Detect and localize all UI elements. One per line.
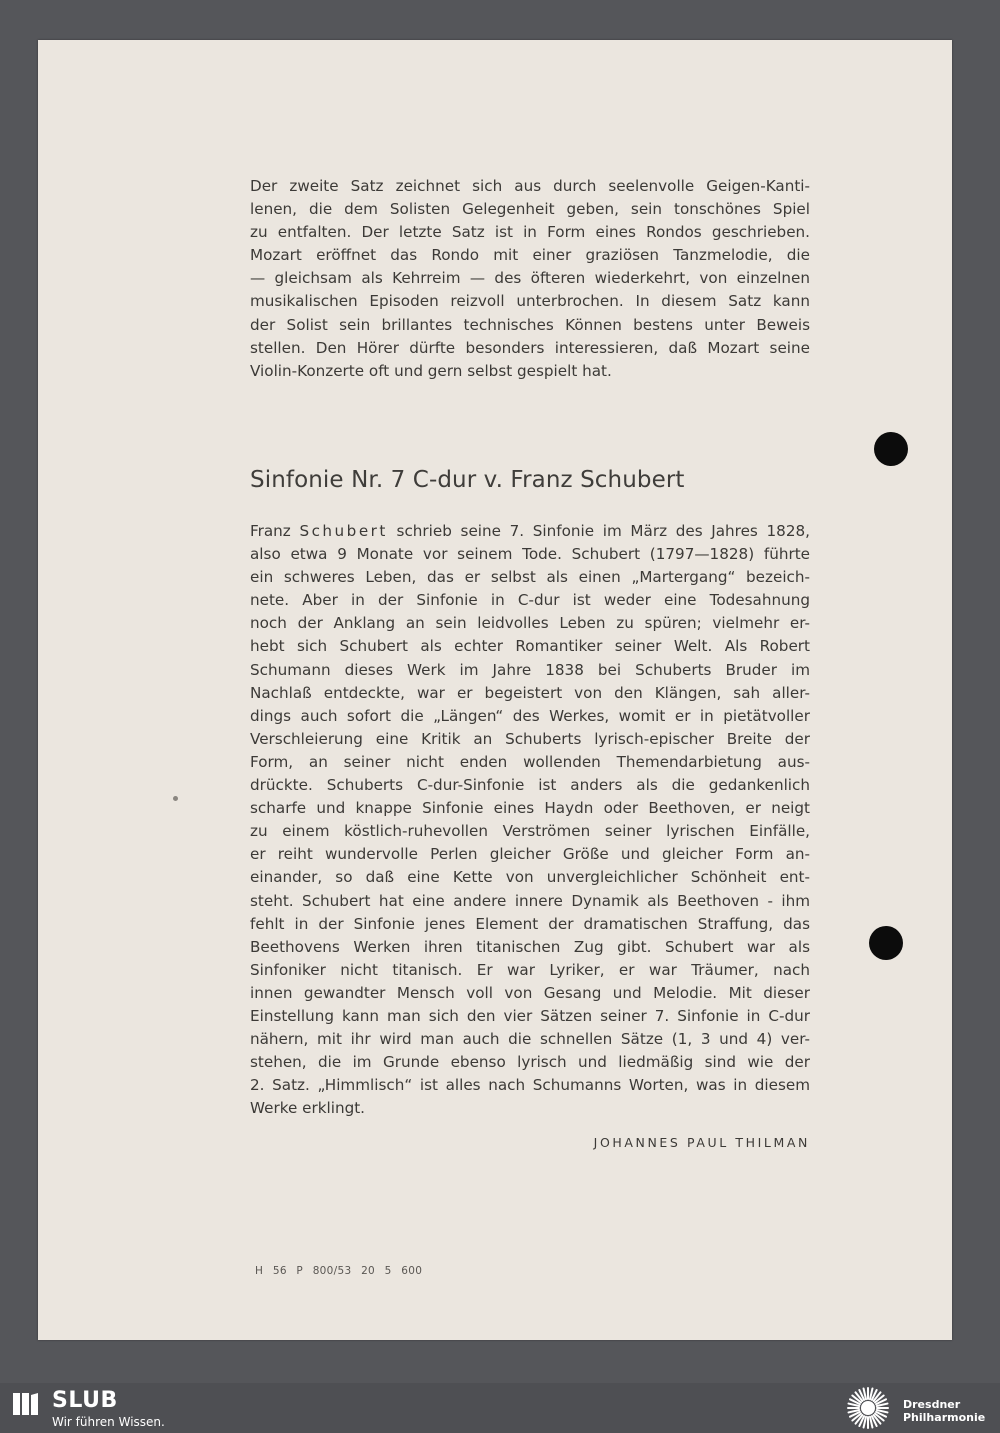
body-paragraph: [250, 520, 810, 1120]
text-line: Beethovens Werken ihren titanischen Zug gibt. Schubert war als: [250, 937, 810, 956]
section-heading: Sinfonie Nr. 7 C-dur v. Franz Schubert: [250, 467, 685, 493]
text-line: zu einem köstlich-ruhevollen Verströmen seiner lyrischen Einfälle,: [250, 822, 810, 841]
text-line: er reiht wundervolle Perlen gleicher Größe und gleicher Form an-: [250, 845, 810, 864]
text-line: Der zweite Satz zeichnet sich aus durch seelenvolle Geigen-Kanti-: [250, 177, 810, 195]
composer-name: Schubert: [299, 522, 388, 540]
text-line: Schumann dieses Werk im Jahre 1838 bei Schuberts Bruder im: [250, 660, 810, 679]
text-line: Verschleierung eine Kritik an Schuberts lyrisch-epischer Breite der: [250, 729, 810, 748]
punch-hole: [869, 926, 903, 960]
text-line: drückte. Schuberts C-dur-Sinfonie ist anders als die gedankenlich: [250, 776, 810, 795]
author-signature: JOHANNES PAUL THILMAN: [593, 1135, 810, 1150]
text-line: also etwa 9 Monate vor seinem Tode. Schubert (1797—1828) führte: [250, 545, 810, 564]
text-line: zu entfalten. Der letzte Satz ist in Form eines Rondos geschrieben.: [250, 223, 810, 242]
philharmonie-sunburst-icon: [842, 1386, 894, 1430]
intro-paragraph: [250, 175, 810, 383]
text-line: der Solist sein brillantes technisches Können bestens unter Beweis: [250, 315, 810, 334]
slub-tagline: Wir führen Wissen.: [52, 1415, 165, 1429]
text-line: Einstellung kann man sich den vier Sätzen seiner 7. Sinfonie in C-dur: [250, 1006, 810, 1025]
text-line: — gleichsam als Kehrreim — des öfteren wiederkehrt, von einzelnen: [250, 269, 810, 288]
text-line: Form, an seiner nicht enden wollenden Themendarbietung aus-: [250, 752, 810, 771]
punch-hole: [874, 432, 908, 466]
text-line: lenen, die dem Solisten Gelegenheit geben, sein tonschönes Spiel: [250, 200, 810, 219]
text-line: Mozart eröffnet das Rondo mit einer graziösen Tanzmelodie, die: [250, 246, 810, 265]
text-line: steht. Schubert hat eine andere innere Dynamik als Beethoven - ihm: [250, 891, 810, 910]
text-line: einander, so daß eine Kette von unvergleichlicher Schönheit ent-: [250, 868, 810, 887]
text-line: Violin-Konzerte oft und gern selbst gespielt hat.: [250, 361, 612, 380]
text-line: Sinfoniker nicht titanisch. Er war Lyriker, er war Träumer, nach: [250, 960, 810, 979]
text-line: nete. Aber in der Sinfonie in C-dur ist weder eine Todesahnung: [250, 591, 810, 610]
text-line: Nachlaß entdeckte, war er begeistert von den Klängen, sah aller-: [250, 683, 810, 702]
paper-speck: [173, 796, 178, 801]
text-line: dings auch sofort die „Längen“ des Werkes, womit er in pietätvoller: [250, 706, 810, 725]
text-line: hebt sich Schubert als echter Romantiker seiner Welt. Als Robert: [250, 637, 810, 656]
text-line: Franz Schubert schrieb seine 7. Sinfonie im März des Jahres 1828,: [250, 522, 810, 540]
text-line: nähern, mit ihr wird man auch die schnellen Sätze (1, 3 und 4) ver-: [250, 1030, 810, 1049]
text-line: fehlt in der Sinfonie jenes Element der dramatischen Straffung, das: [250, 914, 810, 933]
text-line: musikalischen Episoden reizvoll unterbrochen. In diesem Satz kann: [250, 292, 810, 311]
text-line: Werke erklingt.: [250, 1099, 366, 1118]
partner-name: Dresdner Philharmonie: [903, 1398, 986, 1424]
text-line: scharfe und knappe Sinfonie eines Haydn oder Beethoven, er neigt: [250, 799, 810, 818]
text-line: noch der Anklang an sein leidvolles Leben zu spüren; vielmehr er-: [250, 614, 810, 633]
text-line: innen gewandter Mensch voll von Gesang und Melodie. Mit dieser: [250, 983, 810, 1002]
text-line: ein schweres Leben, das er selbst als einen „Martergang“ bezeich-: [250, 568, 810, 587]
slub-logo-text: SLUB: [52, 1388, 118, 1413]
text-line: 2. Satz. „Himmlisch“ ist alles nach Schumanns Worten, was in diesem: [250, 1076, 810, 1095]
slub-book-icon: [12, 1391, 40, 1417]
print-code: H 56 P 800/53 20 5 600: [255, 1265, 423, 1277]
text-line: stellen. Den Hörer dürfte besonders interessieren, daß Mozart seine: [250, 338, 810, 357]
footer-bar: [0, 1383, 1000, 1433]
document-page: [38, 40, 952, 1340]
text-line: stehen, die im Grunde ebenso lyrisch und liedmäßig sind wie der: [250, 1053, 810, 1072]
